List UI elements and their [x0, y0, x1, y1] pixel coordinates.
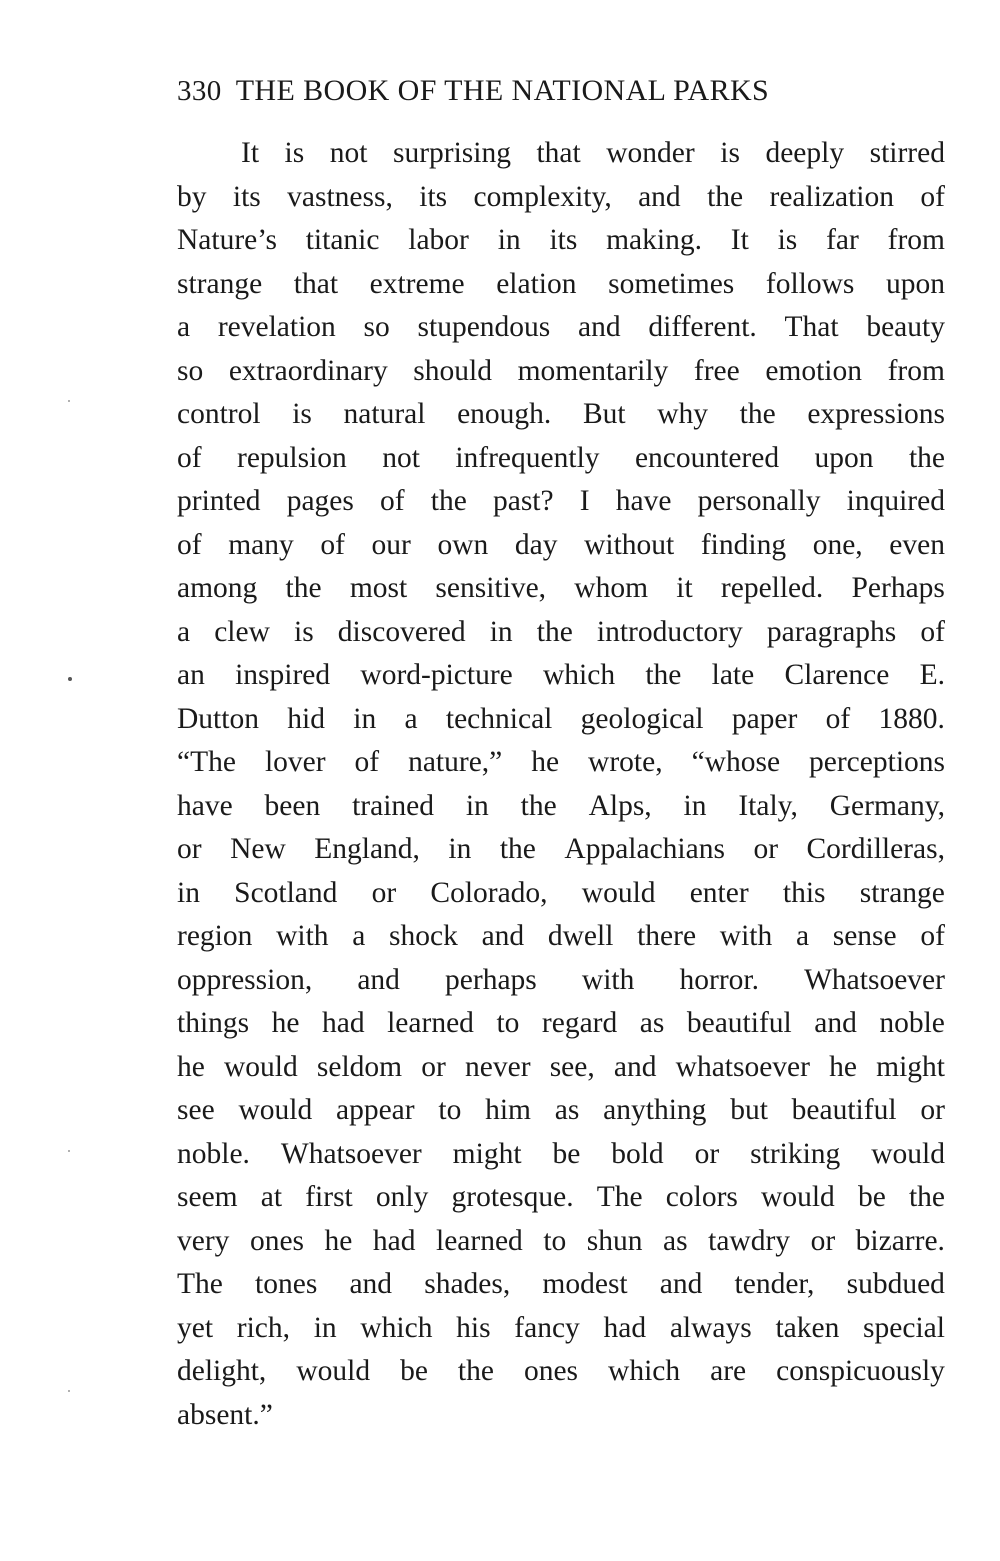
word: upon: [885, 267, 945, 300]
word: its: [232, 180, 261, 213]
word: our: [371, 528, 411, 561]
word: It: [241, 137, 260, 169]
scan-speck: [68, 677, 72, 681]
word: it: [676, 572, 693, 604]
text-line: [177, 480, 945, 524]
word: or: [177, 833, 202, 865]
word: that: [293, 267, 339, 300]
word: paper: [731, 702, 798, 735]
word: geological: [580, 702, 704, 735]
word: striking: [750, 1137, 841, 1170]
word: enough.: [457, 398, 552, 430]
word: is: [720, 137, 740, 169]
text-line: [177, 1220, 945, 1264]
text-line: [177, 785, 945, 829]
word: as: [639, 1007, 665, 1039]
word: wrote,: [588, 746, 663, 778]
text-line: [177, 1263, 945, 1307]
word: late: [711, 659, 755, 691]
text-line: [177, 1089, 945, 1133]
word: and: [349, 1268, 393, 1300]
word: I: [579, 485, 590, 517]
word: beautiful: [686, 1007, 792, 1039]
word: trained: [352, 789, 434, 822]
text-line: [177, 741, 945, 785]
word: be: [857, 1181, 886, 1213]
word: strange: [859, 876, 945, 909]
word: might: [452, 1137, 522, 1170]
word: rich,: [236, 1311, 290, 1344]
text-line: [177, 1307, 945, 1351]
word: be: [552, 1137, 581, 1170]
word: that: [536, 137, 581, 169]
word: realization: [769, 180, 894, 213]
word: would: [238, 1094, 313, 1126]
word: its: [549, 224, 578, 256]
word: he: [531, 746, 560, 778]
word: anything: [603, 1094, 707, 1126]
word: taken: [775, 1311, 840, 1344]
word: but: [730, 1094, 768, 1126]
word: to: [543, 1224, 567, 1257]
word: subdued: [846, 1268, 945, 1300]
text-line: [177, 437, 945, 481]
text-line: [177, 698, 945, 742]
word: revelation: [217, 311, 336, 343]
word: the: [908, 441, 945, 474]
word: to: [438, 1094, 462, 1126]
word: ones: [523, 1355, 579, 1387]
text-line: [177, 872, 945, 916]
text-line: [177, 1350, 945, 1394]
text-line: [177, 915, 945, 959]
word: infrequently: [455, 441, 600, 474]
word: he: [829, 1050, 857, 1083]
word: one,: [812, 528, 863, 561]
word: always: [669, 1311, 752, 1344]
word: a: [795, 920, 810, 952]
word: paragraphs: [766, 615, 897, 648]
word: is: [292, 398, 312, 430]
word: or: [371, 876, 397, 909]
word: or: [810, 1224, 836, 1257]
word: from: [887, 354, 945, 387]
word: making.: [606, 224, 702, 256]
word: bold: [611, 1137, 664, 1170]
word: discovered: [337, 615, 466, 648]
scan-speck: [68, 1150, 70, 1152]
text-line: [177, 306, 945, 350]
word: learned: [387, 1007, 474, 1039]
word: even: [889, 528, 945, 561]
text-line: [177, 959, 945, 1003]
word: and: [357, 963, 400, 996]
word: sensitive,: [435, 572, 547, 604]
word: would: [871, 1137, 945, 1170]
word: enter: [689, 876, 749, 909]
word: the: [520, 789, 557, 822]
word: lover: [264, 746, 326, 778]
text-line: [177, 524, 945, 568]
word: That: [784, 311, 839, 343]
word: the: [739, 398, 776, 430]
word: repelled.: [720, 572, 824, 604]
word: would: [224, 1050, 298, 1083]
word: conspicuously: [776, 1355, 945, 1387]
word: tones: [255, 1268, 318, 1300]
text-line: absent.”: [177, 1398, 273, 1431]
word: modest: [542, 1268, 628, 1300]
word: But: [582, 398, 626, 430]
word: Alps,: [588, 789, 652, 822]
running-head: [177, 74, 945, 114]
word: seem: [177, 1181, 238, 1213]
word: ones: [249, 1224, 305, 1257]
word: word-picture: [360, 659, 513, 691]
word: is: [284, 137, 305, 169]
word: printed: [177, 485, 261, 517]
word: Cordilleras,: [806, 833, 945, 865]
text-line: [177, 350, 945, 394]
word: hid: [287, 702, 325, 735]
word: wonder: [606, 137, 695, 169]
word: Dutton: [177, 702, 259, 735]
word: past?: [492, 485, 554, 517]
word: oppression,: [177, 963, 313, 996]
word: or: [753, 833, 779, 865]
word: of: [920, 920, 945, 952]
word: titanic: [305, 224, 380, 256]
word: and: [613, 1050, 657, 1083]
word: would: [581, 876, 656, 909]
word: tawdry: [708, 1224, 791, 1257]
word: been: [264, 789, 321, 822]
text-line: [177, 1176, 945, 1220]
word: emotion: [765, 354, 862, 387]
text-line: [177, 132, 945, 176]
word: 1880.: [878, 702, 945, 735]
word: the: [285, 572, 322, 604]
word: with: [581, 963, 635, 996]
word: bizarre.: [855, 1224, 945, 1257]
word: regard: [541, 1007, 618, 1039]
word: Germany,: [829, 789, 945, 822]
word: deeply: [765, 137, 845, 169]
text-line: [177, 828, 945, 872]
word: might: [876, 1050, 945, 1083]
word: introductory: [596, 615, 743, 648]
word: in: [448, 833, 472, 865]
word: sense: [832, 920, 897, 952]
word: not: [382, 441, 420, 474]
word: yet: [177, 1311, 214, 1344]
word: Scotland: [234, 876, 338, 909]
word: the: [499, 833, 536, 865]
word: and: [578, 311, 621, 343]
word: The: [177, 1268, 223, 1300]
word: never: [465, 1050, 531, 1083]
text-line: [177, 567, 945, 611]
word: learned: [436, 1224, 523, 1257]
word: region: [177, 920, 253, 952]
word: New: [230, 833, 286, 865]
word: extreme: [369, 267, 465, 300]
word: with: [719, 920, 773, 952]
word: at: [260, 1181, 283, 1213]
word: its: [419, 180, 448, 213]
word: Perhaps: [851, 572, 945, 604]
word: see,: [549, 1050, 595, 1083]
word: in: [177, 876, 200, 909]
word: most: [349, 572, 408, 604]
word: expressions: [807, 398, 945, 430]
word: pages: [286, 485, 354, 517]
word: or: [694, 1137, 720, 1170]
running-title: THE BOOK OF THE NATIONAL PARKS: [235, 74, 770, 107]
word: by: [177, 180, 207, 213]
word: noble.: [177, 1137, 250, 1170]
text-line: [177, 1133, 945, 1177]
word: whatsoever: [675, 1050, 810, 1083]
word: perceptions: [809, 746, 945, 778]
word: England,: [314, 833, 420, 865]
scan-speck: [68, 1390, 70, 1392]
word: and: [638, 180, 681, 213]
word: control: [177, 398, 261, 430]
word: among: [177, 572, 258, 604]
word: nature,”: [408, 746, 503, 778]
word: dwell: [547, 920, 614, 952]
word: why: [657, 398, 709, 430]
word: from: [887, 224, 945, 256]
word: of: [920, 180, 945, 213]
word: the: [457, 1355, 494, 1387]
word: have: [177, 789, 233, 822]
word: in: [465, 789, 489, 822]
word: shades,: [424, 1268, 511, 1300]
word: colors: [665, 1181, 738, 1213]
word: a: [404, 702, 418, 735]
word: inquired: [846, 485, 945, 517]
word: of: [380, 485, 405, 517]
text-line: [177, 176, 945, 220]
word: in: [489, 615, 513, 648]
word: of: [354, 746, 380, 778]
word: complexity,: [473, 180, 612, 213]
word: had: [372, 1224, 416, 1257]
word: would: [761, 1181, 835, 1213]
word: a: [177, 615, 191, 648]
word: Whatsoever: [280, 1137, 422, 1170]
word: very: [177, 1224, 230, 1257]
word: Whatsoever: [804, 963, 945, 996]
word: appear: [335, 1094, 415, 1126]
word: personally: [697, 485, 821, 517]
word: should: [413, 354, 492, 387]
word: and: [814, 1007, 857, 1039]
word: different.: [648, 311, 757, 343]
word: natural: [343, 398, 426, 430]
word: which: [543, 659, 616, 691]
word: technical: [445, 702, 553, 735]
body-paragraph: [177, 132, 945, 1437]
word: “whose: [691, 746, 781, 778]
text-line: [177, 1046, 945, 1090]
word: things: [177, 1007, 250, 1039]
word: a: [352, 920, 366, 952]
word: vastness,: [287, 180, 393, 213]
word: stupendous: [417, 311, 551, 343]
word: as: [554, 1094, 580, 1126]
word: sometimes: [608, 267, 735, 300]
word: E.: [919, 659, 945, 691]
word: is: [294, 615, 314, 648]
text-line: [177, 219, 945, 263]
word: seldom: [316, 1050, 403, 1083]
word: as: [663, 1224, 688, 1257]
word: inspired: [235, 659, 331, 691]
word: his: [456, 1311, 491, 1344]
word: It: [730, 224, 749, 256]
word: repulsion: [237, 441, 347, 474]
text-line: [177, 654, 945, 698]
word: beauty: [866, 311, 945, 343]
word: extraordinary: [228, 354, 388, 387]
word: many: [228, 528, 294, 561]
word: an: [177, 659, 205, 691]
word: the: [707, 180, 744, 213]
word: is: [777, 224, 798, 256]
word: in: [683, 789, 707, 822]
word: “The: [177, 746, 236, 778]
word: the: [908, 1181, 945, 1213]
word: be: [400, 1355, 428, 1387]
word: he: [324, 1224, 353, 1257]
word: far: [826, 224, 859, 256]
word: the: [645, 659, 682, 691]
word: with: [276, 920, 329, 952]
word: of: [320, 528, 345, 561]
word: had: [322, 1007, 365, 1039]
word: delight,: [177, 1355, 267, 1387]
word: Appalachians: [564, 833, 725, 865]
word: free: [693, 354, 740, 387]
word: stirred: [869, 137, 945, 169]
word: encountered: [634, 441, 780, 474]
word: Italy,: [738, 789, 798, 822]
word: would: [296, 1355, 371, 1387]
word: the: [536, 615, 573, 648]
word: he: [177, 1050, 205, 1083]
word: which: [608, 1355, 681, 1387]
word: of: [177, 441, 202, 474]
text-line: [177, 263, 945, 307]
word: shock: [389, 920, 458, 952]
word: follows: [765, 267, 855, 300]
word: so: [177, 354, 204, 387]
word: to: [496, 1007, 520, 1039]
word: which: [360, 1311, 433, 1344]
word: elation: [496, 267, 577, 300]
text-line: [177, 1002, 945, 1046]
word: have: [615, 485, 672, 517]
word: day: [514, 528, 558, 561]
word: clew: [214, 615, 270, 648]
word: and: [659, 1268, 703, 1300]
word: special: [863, 1311, 945, 1344]
word: Clarence: [784, 659, 890, 691]
word: labor: [408, 224, 469, 256]
word: in: [353, 702, 377, 735]
scan-speck: [68, 400, 70, 402]
word: of: [825, 702, 851, 735]
word: not: [329, 137, 368, 169]
word: grotesque.: [451, 1181, 574, 1213]
word: The: [596, 1181, 643, 1213]
word: of: [177, 528, 202, 561]
word: beautiful: [791, 1094, 897, 1126]
word: in: [497, 224, 521, 256]
word: Nature’s: [177, 224, 277, 256]
word: and: [481, 920, 525, 952]
word: only: [375, 1181, 429, 1213]
word: Colorado,: [430, 876, 548, 909]
word: are: [710, 1355, 747, 1387]
word: finding: [700, 528, 787, 561]
word: or: [421, 1050, 446, 1083]
word: in: [313, 1311, 337, 1344]
word: fancy: [514, 1311, 580, 1344]
word: strange: [177, 267, 263, 300]
word: whom: [574, 572, 649, 604]
word: a: [177, 311, 191, 343]
word: upon: [814, 441, 874, 474]
word: momentarily: [517, 354, 669, 387]
word: this: [782, 876, 826, 909]
word: first: [305, 1181, 353, 1213]
word: shun: [586, 1224, 643, 1257]
word: or: [920, 1094, 945, 1126]
word: tender,: [734, 1268, 815, 1300]
word: surprising: [392, 137, 511, 169]
word: own: [437, 528, 489, 561]
page-number: 330: [177, 75, 222, 107]
text-line: [177, 611, 945, 655]
word: perhaps: [445, 963, 537, 996]
word: had: [603, 1311, 647, 1344]
word: the: [430, 485, 467, 517]
word: of: [920, 615, 945, 648]
word: there: [637, 920, 697, 952]
word: without: [584, 528, 675, 561]
word: him: [485, 1094, 532, 1126]
word: he: [271, 1007, 300, 1039]
text-line: [177, 393, 945, 437]
word: see: [177, 1094, 215, 1126]
word: noble: [879, 1007, 945, 1039]
word: so: [363, 311, 390, 343]
word: horror.: [679, 963, 759, 996]
